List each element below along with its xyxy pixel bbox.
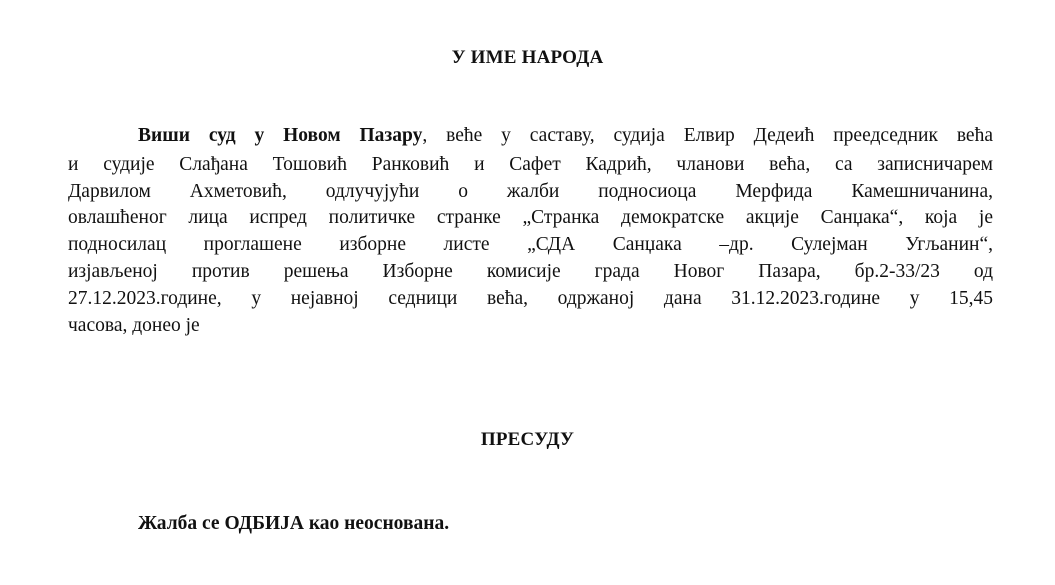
paragraph-line-6: изјављеној против решења Изборне комисије града Новог Пазара, бр.2-33/23 од — [68, 261, 993, 282]
verdict-title: ПРЕСУДУ — [480, 429, 575, 450]
paragraph-line-3: Дарвилом Ахметовић, одлучујући о жалби подносиоца Мерфида Камешничанина, — [68, 181, 993, 202]
paragraph-line-5: подносилац проглашене изборне листе „СДА Санџака –др. Сулејман Угљанин“, — [68, 234, 993, 255]
decision-text: Жалба се ОДБИЈА као неоснована. — [138, 513, 450, 534]
document-heading: У ИМЕ НАРОДА — [451, 47, 604, 68]
paragraph-line-1 — [138, 124, 993, 148]
paragraph-line-7: 27.12.2023.године, у нејавној седници већа, одржаној дана 31.12.2023.године у 15,45 — [68, 288, 993, 309]
paragraph-line-2: и судије Слађана Тошовић Ранковић и Сафет Кадрић, чланови већа, са записничарем — [68, 154, 993, 175]
paragraph-line-1-text: , веће у саставу, судија Елвир Дедеић преедседник већа — [422, 125, 993, 146]
paragraph-line-4: овлашћеног лица испред политичке странке „Странка демократске акције Санџака“, која је — [68, 207, 993, 228]
paragraph-line-8: часова, донео је — [68, 315, 200, 336]
court-name: Виши суд у Новом Пазару — [138, 125, 423, 146]
